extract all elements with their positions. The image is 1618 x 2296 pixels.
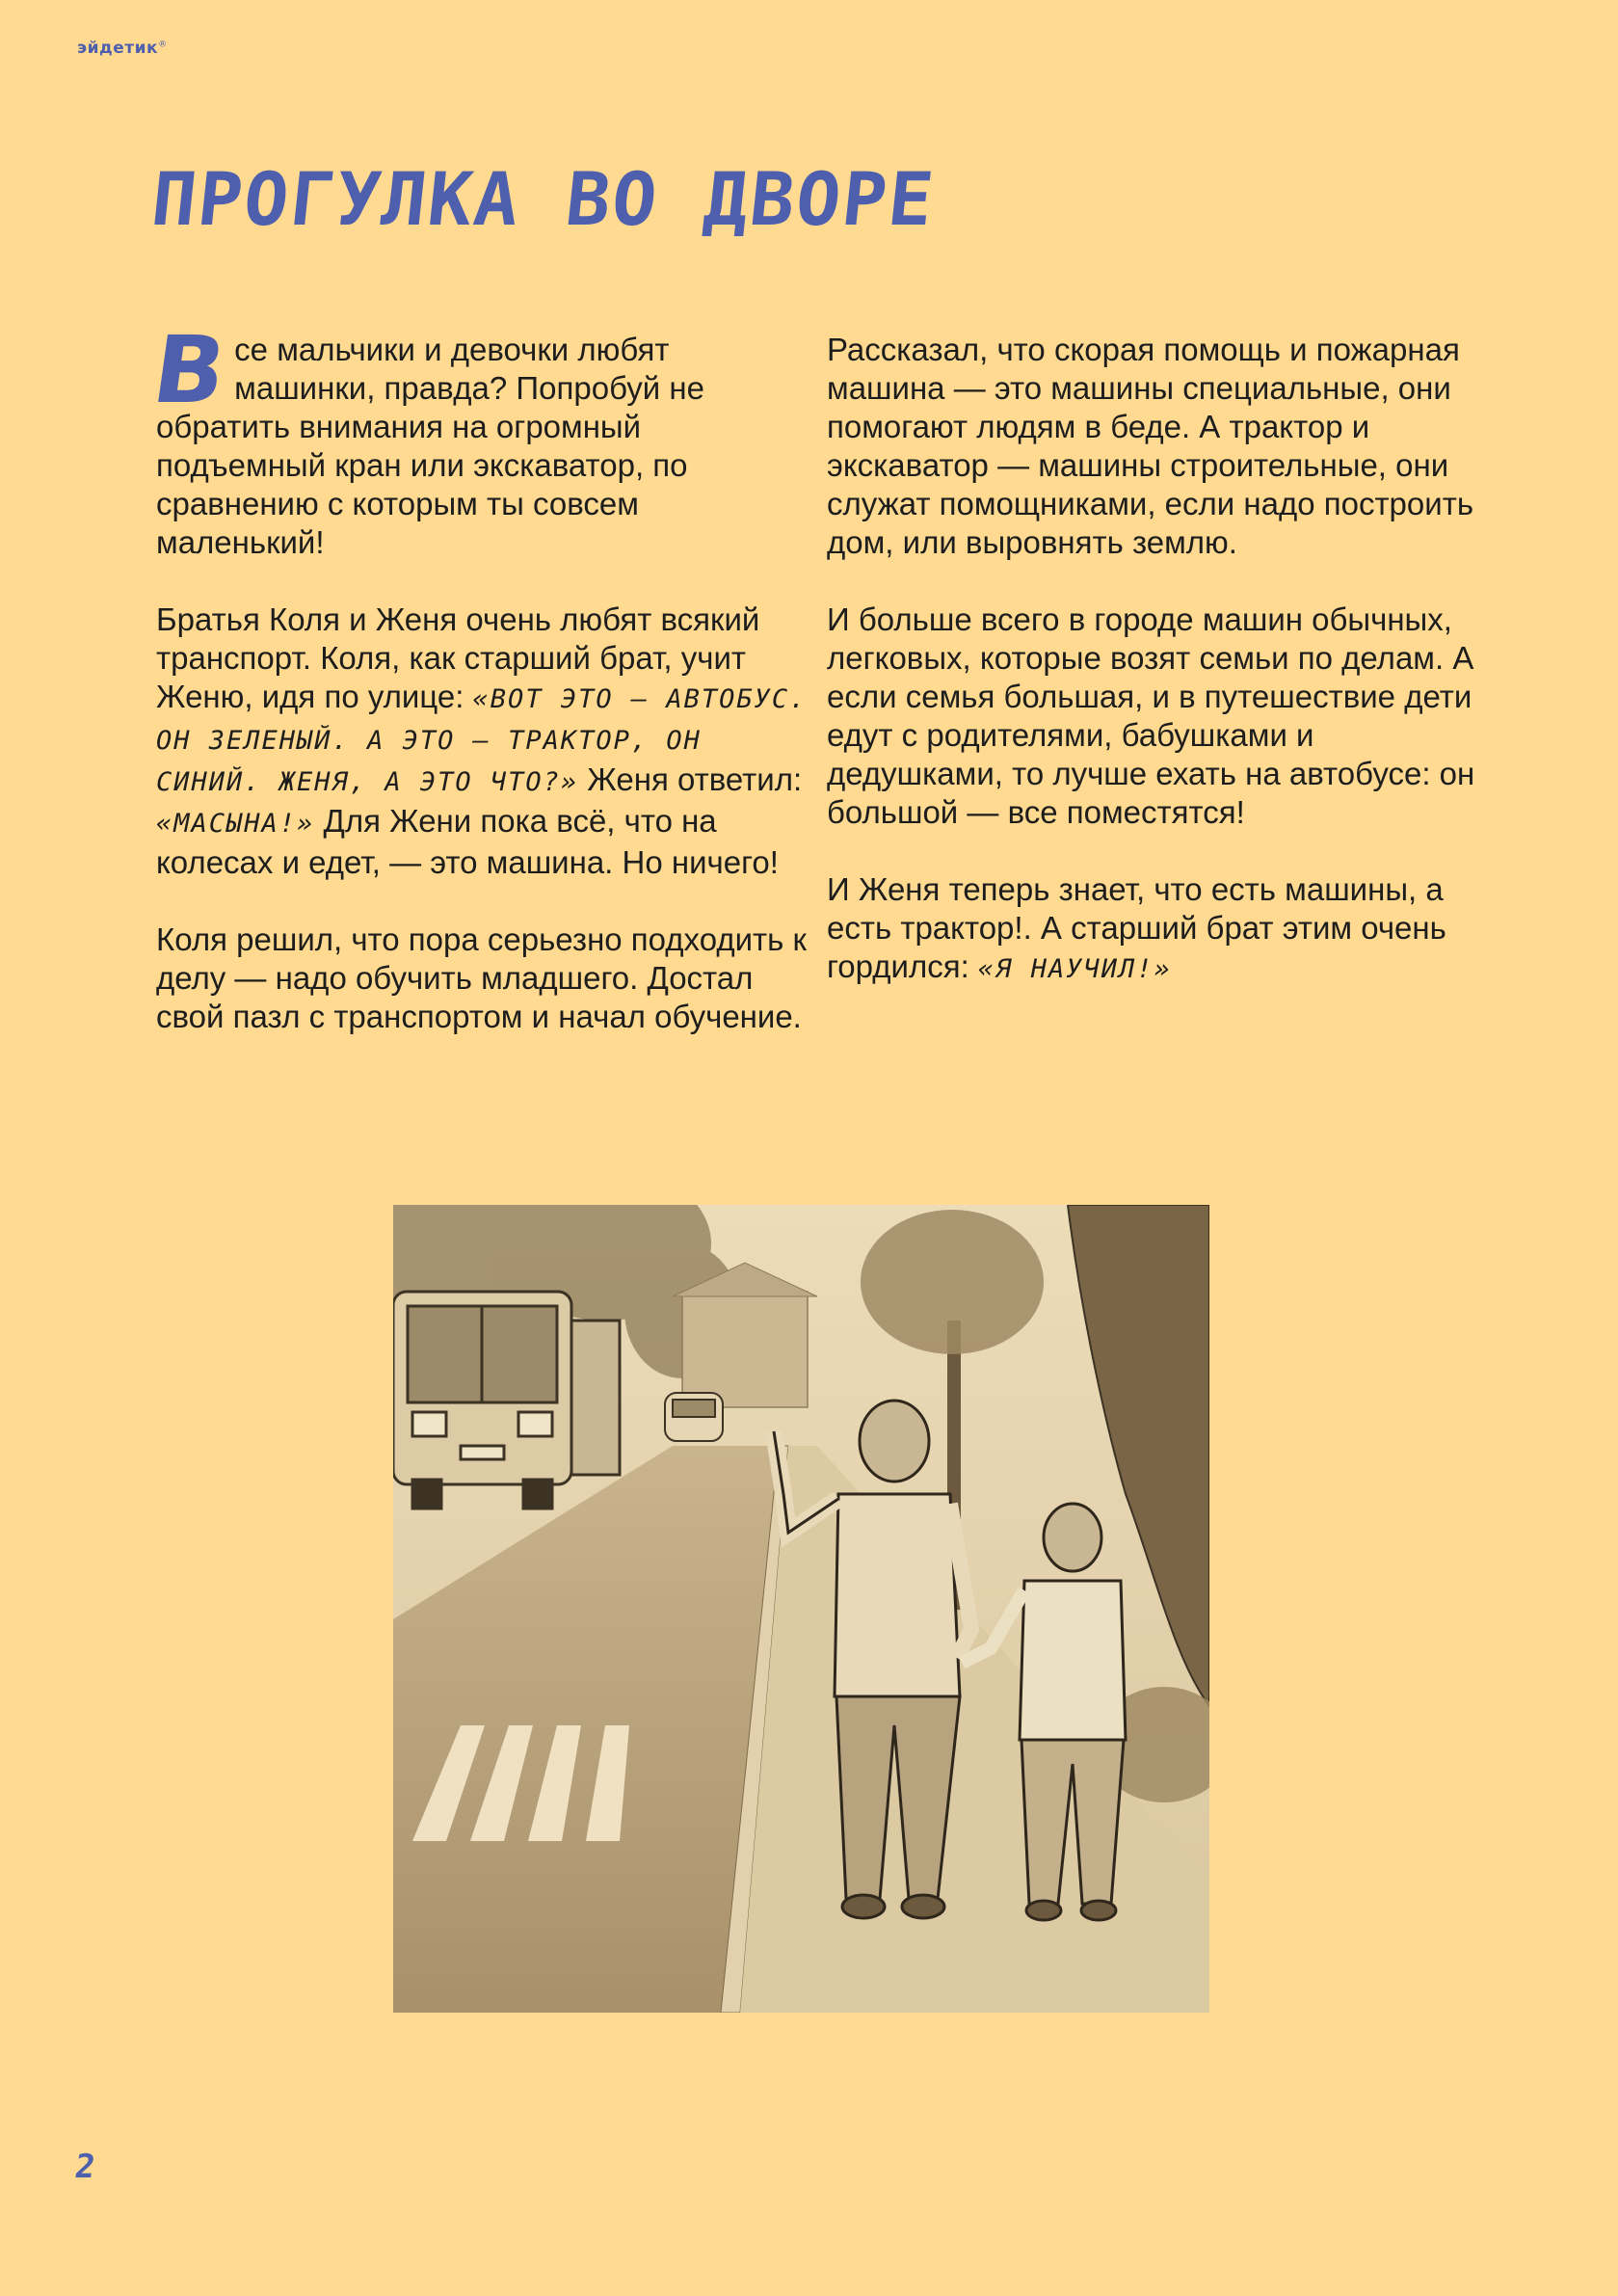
distant-building xyxy=(682,1292,808,1407)
paragraph-passenger-cars: И больше всего в городе машин обычных, легковых, которые возят семьи по делам. А если семья большая, и в путешествие дети едут с родителями, бабушками и дедушками, то лучше ехать на автобусе: он большой — все поместятся! xyxy=(827,601,1475,830)
handwritten-quote: «ВОТ ЭТО — АВТОБУС. ОН ЗЕЛЕНЫЙ. А ЭТО — ТРАКТОР, ОН СИНИЙ. ЖЕНЯ, А ЭТО ЧТО?» xyxy=(156,684,808,797)
bus xyxy=(393,1292,620,1508)
paragraph-intro: Все мальчики и девочки любят машинки, правда? Попробуй не обратить внимания на огромный подъемный кран или экскаватор, по сравнению с которым ты совсем маленький! xyxy=(146,316,704,560)
paragraph-brothers: Братья Коля и Женя очень любят всякий транспорт. Коля, как старший брат, учит Женю, идя по улице: «ВОТ ЭТО — АВТОБУС. ОН ЗЕЛЕНЫЙ. А ЭТО — ТРАКТОР, ОН СИНИЙ. ЖЕНЯ, А ЭТО ЧТО?» Женя ответил: «МАСЫНА!» Для Жени пока всё, что на колесах и едет, — это машина. Но ничего! xyxy=(156,601,808,880)
street-walk-illustration xyxy=(393,1205,1209,2013)
right-text-column xyxy=(827,331,1482,1028)
page-title: ПРОГУЛКА ВО ДВОРЕ xyxy=(147,156,940,242)
left-text-column xyxy=(146,316,811,1075)
drop-cap: В xyxy=(146,316,233,424)
page-number: 2 xyxy=(72,2148,98,2186)
brand-logo: эйдетик® xyxy=(77,39,168,58)
handwritten-quote: «МАСЫНА!» xyxy=(156,809,315,839)
handwritten-quote: «Я НАУЧИЛ!» xyxy=(977,954,1172,984)
car xyxy=(665,1393,723,1441)
paragraph-special-cars: Рассказал, что скорая помощь и пожарная машина — это машины специальные, они помогают людям в беде. А трактор и экскаватор — машины строительные, они служат помощниками, если надо построить дом, или выровнять землю. xyxy=(827,332,1474,560)
paragraph-ending: И Женя теперь знает, что есть машины, а есть трактор!. А старший брат этим очень гордился: «Я НАУЧИЛ!» xyxy=(827,871,1446,984)
paragraph-puzzle: Коля решил, что пора серьезно подходить к делу — надо обучить младшего. Достал свой пазл с транспортом и начал обучение. xyxy=(156,921,807,1034)
